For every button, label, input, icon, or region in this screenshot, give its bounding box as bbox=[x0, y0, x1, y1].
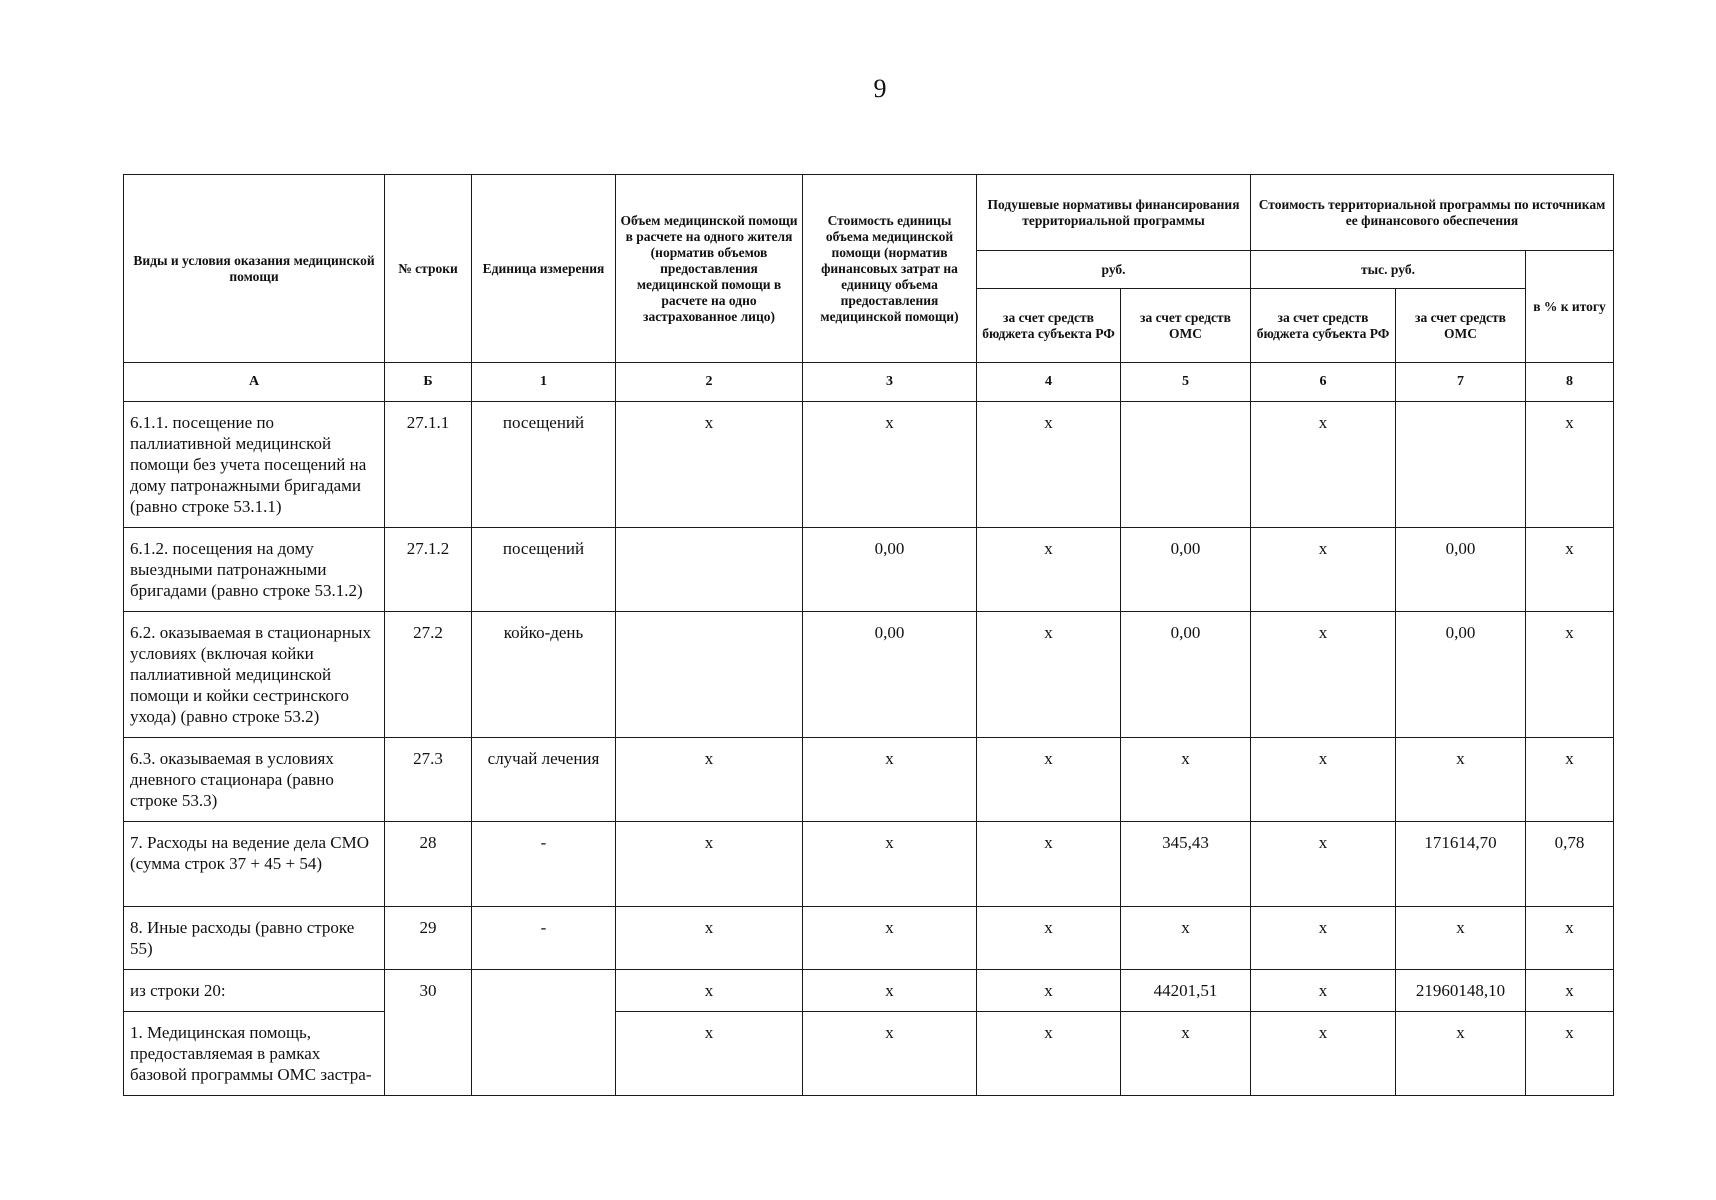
cell-col2: x bbox=[616, 970, 803, 1012]
cell-col7: 0,00 bbox=[1396, 528, 1526, 612]
table-row bbox=[124, 738, 1614, 822]
cell-col6: x bbox=[1251, 612, 1396, 738]
column-number: 8 bbox=[1526, 363, 1614, 402]
table-header bbox=[124, 175, 1614, 402]
cell-col2: x bbox=[616, 907, 803, 970]
cell-col2: x bbox=[616, 738, 803, 822]
header-rub: руб. bbox=[977, 251, 1251, 289]
cell-col4: x bbox=[977, 738, 1121, 822]
cell-col2: x bbox=[616, 1012, 803, 1096]
row-unit: посещений bbox=[472, 402, 616, 528]
cell-col6: x bbox=[1251, 970, 1396, 1012]
cell-col3: x bbox=[803, 822, 977, 907]
cell-col3: x bbox=[803, 738, 977, 822]
cell-col7: x bbox=[1396, 907, 1526, 970]
cell-col7: x bbox=[1396, 1012, 1526, 1096]
header-oms: за счет средств ОМС bbox=[1121, 289, 1251, 363]
cell-col7 bbox=[1396, 402, 1526, 528]
cell-col5: 0,00 bbox=[1121, 528, 1251, 612]
column-number: 7 bbox=[1396, 363, 1526, 402]
cell-col3: 0,00 bbox=[803, 612, 977, 738]
header-volume: Объем медицинской помощи в расчете на одного жителя (норматив объемов предоставления медицинской помощи в расчете на одно застрахованное лицо) bbox=[616, 175, 803, 363]
column-number: 5 bbox=[1121, 363, 1251, 402]
table-row bbox=[124, 612, 1614, 738]
cell-col6: x bbox=[1251, 822, 1396, 907]
table-row bbox=[124, 970, 1614, 1012]
cell-col2: x bbox=[616, 402, 803, 528]
row-number: 27.2 bbox=[385, 612, 472, 738]
cell-col4: x bbox=[977, 528, 1121, 612]
column-number: 1 bbox=[472, 363, 616, 402]
row-number: 29 bbox=[385, 907, 472, 970]
header-budget-rf-2: за счет средств бюджета субъекта РФ bbox=[1251, 289, 1396, 363]
program-cost-table bbox=[123, 174, 1614, 1096]
row-unit: - bbox=[472, 907, 616, 970]
cell-col8: x bbox=[1526, 907, 1614, 970]
cell-col2: x bbox=[616, 822, 803, 907]
cell-col5: 0,00 bbox=[1121, 612, 1251, 738]
cell-col4: x bbox=[977, 970, 1121, 1012]
header-types: Виды и условия оказания медицинской помощи bbox=[124, 175, 385, 363]
table-row bbox=[124, 528, 1614, 612]
row-label: 6.2. оказываемая в стационарных условиях (включая койки паллиативной медицинской помощи и койки сестринского ухода) (равно строке 53.2) bbox=[124, 612, 385, 738]
cell-col5: 345,43 bbox=[1121, 822, 1251, 907]
row-unit: случай лечения bbox=[472, 738, 616, 822]
cell-col8: x bbox=[1526, 528, 1614, 612]
cell-col3: 0,00 bbox=[803, 528, 977, 612]
row-unit: - bbox=[472, 822, 616, 907]
cell-col8: x bbox=[1526, 1012, 1614, 1096]
row-label: 6.1.2. посещения на дому выездными патронажными бригадами (равно строке 53.1.2) bbox=[124, 528, 385, 612]
header-cost-unit: Стоимость единицы объема медицинской помощи (норматив финансовых затрат на единицу объема предоставления медицинской помощи) bbox=[803, 175, 977, 363]
cell-col3: x bbox=[803, 970, 977, 1012]
row-number: 27.3 bbox=[385, 738, 472, 822]
cell-col7: x bbox=[1396, 738, 1526, 822]
row-number: 27.1.1 bbox=[385, 402, 472, 528]
cell-col7: 0,00 bbox=[1396, 612, 1526, 738]
cell-col8: x bbox=[1526, 402, 1614, 528]
cell-col6: x bbox=[1251, 402, 1396, 528]
header-unit: Единица измерения bbox=[472, 175, 616, 363]
cell-col2 bbox=[616, 528, 803, 612]
column-numbers-row bbox=[124, 363, 1614, 402]
table-row bbox=[124, 907, 1614, 970]
cell-col2 bbox=[616, 612, 803, 738]
cell-col5: 44201,51 bbox=[1121, 970, 1251, 1012]
row-number: 27.1.2 bbox=[385, 528, 472, 612]
row-label: 1. Медицинская помощь, предоставляемая в рамках базовой программы ОМС застра- bbox=[124, 1012, 385, 1096]
cell-col8: x bbox=[1526, 738, 1614, 822]
column-number: А bbox=[124, 363, 385, 402]
header-percent-total: в % к итогу bbox=[1526, 251, 1614, 363]
column-number: 4 bbox=[977, 363, 1121, 402]
cell-col7: 171614,70 bbox=[1396, 822, 1526, 907]
table-row bbox=[124, 822, 1614, 907]
column-number: Б bbox=[385, 363, 472, 402]
cell-col7: 21960148,10 bbox=[1396, 970, 1526, 1012]
cell-col3: x bbox=[803, 1012, 977, 1096]
row-label: 6.1.1. посещение по паллиативной медицинской помощи без учета посещений на дому патронажными бригадами (равно строке 53.1.1) bbox=[124, 402, 385, 528]
row-label: 6.3. оказываемая в условиях дневного стационара (равно строке 53.3) bbox=[124, 738, 385, 822]
header-program-cost: Стоимость территориальной программы по источникам ее финансового обеспечения bbox=[1251, 175, 1614, 251]
header-per-capita: Подушевые нормативы финансирования территориальной программы bbox=[977, 175, 1251, 251]
cell-col6: x bbox=[1251, 738, 1396, 822]
cell-col3: x bbox=[803, 907, 977, 970]
cell-col5: x bbox=[1121, 1012, 1251, 1096]
table-row bbox=[124, 1012, 1614, 1096]
cell-col5: x bbox=[1121, 738, 1251, 822]
table-body bbox=[124, 402, 1614, 1096]
cell-col6: x bbox=[1251, 907, 1396, 970]
table-row bbox=[124, 402, 1614, 528]
cell-col8: x bbox=[1526, 970, 1614, 1012]
row-label: из строки 20: bbox=[124, 970, 385, 1012]
row-label: 8. Иные расходы (равно строке 55) bbox=[124, 907, 385, 970]
page-number: 9 bbox=[873, 74, 887, 103]
row-unit: посещений bbox=[472, 528, 616, 612]
row-number: 30 bbox=[385, 970, 472, 1096]
cell-col5: x bbox=[1121, 907, 1251, 970]
row-unit bbox=[472, 970, 616, 1096]
cell-col3: x bbox=[803, 402, 977, 528]
cell-col6: x bbox=[1251, 1012, 1396, 1096]
cell-col5 bbox=[1121, 402, 1251, 528]
cell-col8: x bbox=[1526, 612, 1614, 738]
cell-col4: x bbox=[977, 907, 1121, 970]
row-unit: койко-день bbox=[472, 612, 616, 738]
header-oms-2: за счет средств ОМС bbox=[1396, 289, 1526, 363]
cell-col8: 0,78 bbox=[1526, 822, 1614, 907]
header-thous-rub: тыс. руб. bbox=[1251, 251, 1526, 289]
header-row-no: № строки bbox=[385, 175, 472, 363]
column-number: 2 bbox=[616, 363, 803, 402]
column-number: 6 bbox=[1251, 363, 1396, 402]
cell-col4: x bbox=[977, 1012, 1121, 1096]
row-number: 28 bbox=[385, 822, 472, 907]
header-budget-rf: за счет средств бюджета субъекта РФ bbox=[977, 289, 1121, 363]
row-label: 7. Расходы на ведение дела СМО (сумма строк 37 + 45 + 54) bbox=[124, 822, 385, 907]
cell-col4: x bbox=[977, 822, 1121, 907]
cell-col4: x bbox=[977, 402, 1121, 528]
cell-col4: x bbox=[977, 612, 1121, 738]
column-number: 3 bbox=[803, 363, 977, 402]
cell-col6: x bbox=[1251, 528, 1396, 612]
